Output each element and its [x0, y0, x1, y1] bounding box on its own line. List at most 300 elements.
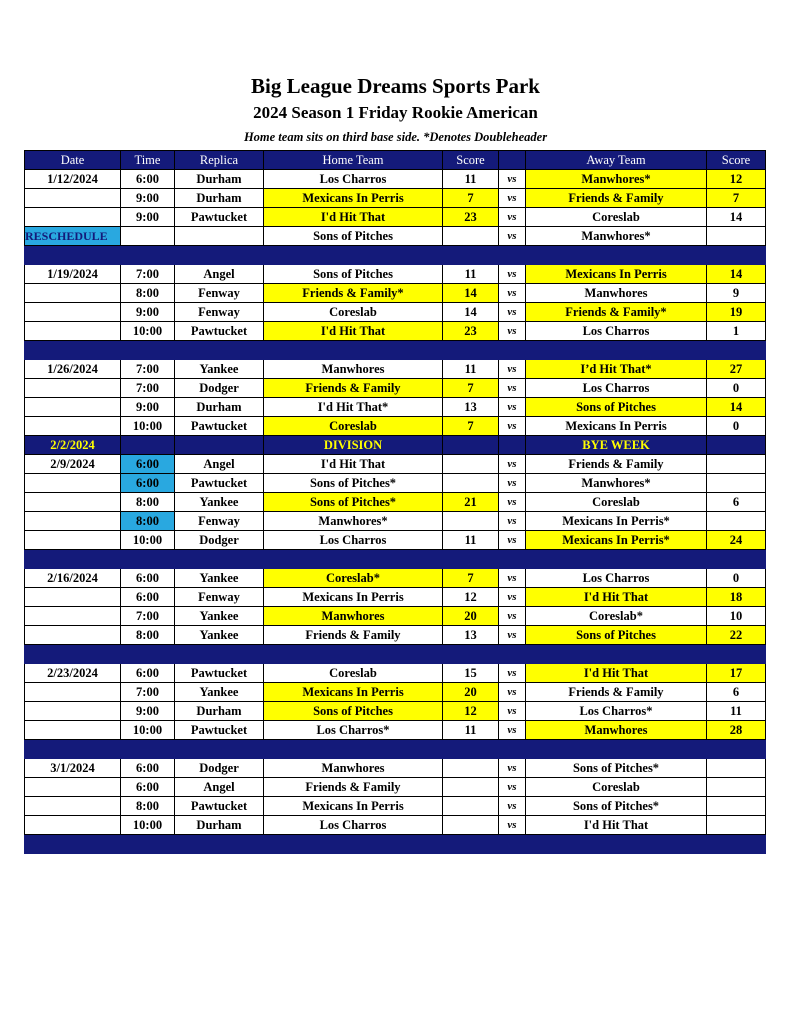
away-score-cell	[707, 512, 766, 531]
home-score-cell: 14	[443, 284, 499, 303]
game-row	[25, 265, 766, 284]
separator-cell	[264, 550, 443, 569]
separator-cell	[443, 645, 499, 664]
date-cell	[25, 683, 121, 702]
game-row	[25, 379, 766, 398]
separator-cell	[707, 645, 766, 664]
vs-cell: vs	[499, 626, 526, 645]
separator-cell	[707, 341, 766, 360]
vs-cell: vs	[499, 417, 526, 436]
replica-cell: Yankee	[175, 493, 264, 512]
away-team-cell: Manwhores*	[526, 227, 707, 246]
separator-cell	[526, 341, 707, 360]
col-header-date: Date	[25, 151, 121, 170]
game-row	[25, 227, 766, 246]
home-score-cell: 13	[443, 626, 499, 645]
vs-cell: vs	[499, 360, 526, 379]
separator-cell	[443, 550, 499, 569]
separator-cell	[499, 835, 526, 854]
date-cell	[25, 379, 121, 398]
week-separator	[25, 246, 766, 265]
away-team-cell: Sons of Pitches	[526, 626, 707, 645]
away-score-cell: 18	[707, 588, 766, 607]
game-row	[25, 474, 766, 493]
vs-cell: vs	[499, 797, 526, 816]
separator-cell	[121, 645, 175, 664]
time-cell	[121, 227, 175, 246]
game-row	[25, 284, 766, 303]
replica-cell: Pawtucket	[175, 417, 264, 436]
separator-cell	[25, 740, 121, 759]
separator-cell	[121, 740, 175, 759]
game-row	[25, 759, 766, 778]
home-score-cell	[443, 797, 499, 816]
replica-cell: Pawtucket	[175, 664, 264, 683]
separator-cell	[121, 835, 175, 854]
home-score-cell: 13	[443, 398, 499, 417]
home-team-cell: I'd Hit That*	[264, 398, 443, 417]
replica-cell: Dodger	[175, 759, 264, 778]
replica-cell: Angel	[175, 455, 264, 474]
separator-cell	[121, 246, 175, 265]
home-team-cell: Mexicans In Perris	[264, 189, 443, 208]
away-team-cell: Sons of Pitches	[526, 398, 707, 417]
time-cell: 6:00	[121, 778, 175, 797]
separator-cell	[499, 246, 526, 265]
week-separator	[25, 550, 766, 569]
time-cell: 6:00	[121, 455, 175, 474]
col-header-away-team: Away Team	[526, 151, 707, 170]
away-team-cell: Manwhores	[526, 284, 707, 303]
away-score-cell: 14	[707, 208, 766, 227]
col-header-replica: Replica	[175, 151, 264, 170]
away-team-cell: Coreslab*	[526, 607, 707, 626]
away-team-cell: Los Charros	[526, 322, 707, 341]
away-score-cell: 7	[707, 189, 766, 208]
bye-week-row	[25, 436, 766, 455]
home-score-cell	[443, 759, 499, 778]
time-cell: 6:00	[121, 664, 175, 683]
time-cell: 8:00	[121, 284, 175, 303]
home-team-cell: Friends & Family	[264, 778, 443, 797]
game-row	[25, 455, 766, 474]
vs-cell: vs	[499, 303, 526, 322]
away-score-cell: 24	[707, 531, 766, 550]
replica-cell: Yankee	[175, 626, 264, 645]
home-team-cell: Sons of Pitches	[264, 227, 443, 246]
vs-cell: vs	[499, 265, 526, 284]
away-team-cell: Friends & Family	[526, 189, 707, 208]
date-cell	[25, 626, 121, 645]
home-score-cell: 11	[443, 170, 499, 189]
date-cell	[25, 417, 121, 436]
time-cell	[121, 436, 175, 455]
game-row	[25, 797, 766, 816]
date-cell	[25, 797, 121, 816]
date-cell: RESCHEDULE	[25, 227, 121, 246]
vs-cell: vs	[499, 227, 526, 246]
replica-cell: Fenway	[175, 512, 264, 531]
game-row	[25, 170, 766, 189]
separator-cell	[175, 835, 264, 854]
date-cell	[25, 702, 121, 721]
away-team-cell: Coreslab	[526, 778, 707, 797]
game-row	[25, 607, 766, 626]
vs-cell: vs	[499, 759, 526, 778]
away-team-cell: Manwhores*	[526, 474, 707, 493]
replica-cell: Durham	[175, 816, 264, 835]
col-header-vs	[499, 151, 526, 170]
time-cell: 9:00	[121, 702, 175, 721]
away-score-cell	[707, 474, 766, 493]
home-team-cell: Manwhores	[264, 607, 443, 626]
date-cell	[25, 607, 121, 626]
away-score-cell: 9	[707, 284, 766, 303]
date-cell	[25, 531, 121, 550]
time-cell: 8:00	[121, 493, 175, 512]
vs-cell: vs	[499, 664, 526, 683]
separator-cell	[25, 550, 121, 569]
game-row	[25, 778, 766, 797]
time-cell: 10:00	[121, 322, 175, 341]
week-separator	[25, 835, 766, 854]
game-row	[25, 683, 766, 702]
away-score-cell	[707, 816, 766, 835]
date-cell: 3/1/2024	[25, 759, 121, 778]
vs-cell: vs	[499, 379, 526, 398]
date-cell	[25, 493, 121, 512]
separator-cell	[25, 835, 121, 854]
separator-cell	[526, 550, 707, 569]
vs-cell: vs	[499, 398, 526, 417]
date-cell	[25, 208, 121, 227]
away-team-cell: Los Charros	[526, 379, 707, 398]
replica-cell: Pawtucket	[175, 208, 264, 227]
separator-cell	[499, 550, 526, 569]
date-cell: 1/19/2024	[25, 265, 121, 284]
vs-cell: vs	[499, 493, 526, 512]
separator-cell	[526, 740, 707, 759]
home-score-cell	[443, 778, 499, 797]
home-score-cell: 12	[443, 588, 499, 607]
time-cell: 7:00	[121, 379, 175, 398]
home-score-cell: 21	[443, 493, 499, 512]
game-row	[25, 322, 766, 341]
date-cell	[25, 816, 121, 835]
home-team-cell: Los Charros	[264, 170, 443, 189]
home-team-cell: Coreslab*	[264, 569, 443, 588]
replica-cell: Yankee	[175, 360, 264, 379]
separator-cell	[443, 341, 499, 360]
away-team-cell: Coreslab	[526, 493, 707, 512]
vs-cell: vs	[499, 322, 526, 341]
home-score-cell	[443, 227, 499, 246]
away-team-cell: Mexicans In Perris	[526, 417, 707, 436]
home-team-cell: Sons of Pitches*	[264, 474, 443, 493]
away-team-cell: I’d Hit That*	[526, 360, 707, 379]
separator-cell	[707, 246, 766, 265]
home-team-cell: Coreslab	[264, 303, 443, 322]
home-score-cell: 14	[443, 303, 499, 322]
vs-cell: vs	[499, 455, 526, 474]
date-cell: 2/9/2024	[25, 455, 121, 474]
game-row	[25, 626, 766, 645]
separator-cell	[443, 246, 499, 265]
away-team-cell: Los Charros	[526, 569, 707, 588]
page-subtitle: 2024 Season 1 Friday Rookie American	[253, 103, 538, 122]
vs-cell	[499, 436, 526, 455]
date-cell	[25, 322, 121, 341]
replica-cell: Fenway	[175, 303, 264, 322]
separator-cell	[25, 645, 121, 664]
away-team-cell: Friends & Family*	[526, 303, 707, 322]
vs-cell: vs	[499, 721, 526, 740]
time-cell: 8:00	[121, 512, 175, 531]
time-cell: 9:00	[121, 208, 175, 227]
home-score-cell	[443, 512, 499, 531]
game-row	[25, 512, 766, 531]
away-score-cell: 0	[707, 569, 766, 588]
separator-cell	[707, 740, 766, 759]
time-cell: 7:00	[121, 607, 175, 626]
separator-cell	[264, 645, 443, 664]
separator-cell	[264, 341, 443, 360]
schedule-table	[24, 150, 766, 854]
replica-cell: Durham	[175, 398, 264, 417]
game-row	[25, 816, 766, 835]
date-cell: 1/12/2024	[25, 170, 121, 189]
home-team-cell: Friends & Family	[264, 626, 443, 645]
home-score-cell	[443, 474, 499, 493]
away-score-cell: 0	[707, 417, 766, 436]
separator-cell	[499, 341, 526, 360]
home-team-cell: Mexicans In Perris	[264, 588, 443, 607]
away-score-cell: 17	[707, 664, 766, 683]
home-team-cell: Mexicans In Perris	[264, 683, 443, 702]
separator-cell	[264, 835, 443, 854]
away-team-cell: Manwhores	[526, 721, 707, 740]
vs-cell: vs	[499, 474, 526, 493]
replica-cell: Durham	[175, 170, 264, 189]
date-cell	[25, 303, 121, 322]
away-score-cell: 14	[707, 265, 766, 284]
separator-cell	[499, 645, 526, 664]
away-score-cell: 12	[707, 170, 766, 189]
time-cell: 7:00	[121, 683, 175, 702]
home-team-cell: Sons of Pitches*	[264, 493, 443, 512]
replica-cell: Yankee	[175, 607, 264, 626]
separator-cell	[25, 246, 121, 265]
home-score-cell	[443, 436, 499, 455]
away-score-cell: 0	[707, 379, 766, 398]
away-team-cell: Sons of Pitches*	[526, 759, 707, 778]
replica-cell: Yankee	[175, 569, 264, 588]
separator-cell	[264, 740, 443, 759]
home-team-cell: Friends & Family*	[264, 284, 443, 303]
time-cell: 8:00	[121, 626, 175, 645]
home-score-cell: 7	[443, 379, 499, 398]
away-score-cell: 27	[707, 360, 766, 379]
separator-cell	[175, 645, 264, 664]
away-team-cell: I'd Hit That	[526, 816, 707, 835]
away-score-cell	[707, 227, 766, 246]
separator-cell	[175, 550, 264, 569]
away-team-cell: Friends & Family	[526, 455, 707, 474]
date-cell	[25, 588, 121, 607]
date-cell	[25, 512, 121, 531]
separator-cell	[499, 740, 526, 759]
game-row	[25, 569, 766, 588]
game-row	[25, 702, 766, 721]
replica-cell	[175, 227, 264, 246]
date-cell: 2/16/2024	[25, 569, 121, 588]
game-row	[25, 360, 766, 379]
schedule-body	[25, 151, 766, 854]
date-cell	[25, 474, 121, 493]
replica-cell	[175, 436, 264, 455]
col-header-away-score: Score	[707, 151, 766, 170]
separator-cell	[526, 246, 707, 265]
away-team-cell: Coreslab	[526, 208, 707, 227]
home-team-cell: Los Charros*	[264, 721, 443, 740]
away-score-cell	[707, 455, 766, 474]
away-score-cell	[707, 759, 766, 778]
vs-cell: vs	[499, 170, 526, 189]
date-cell	[25, 284, 121, 303]
time-cell: 7:00	[121, 360, 175, 379]
home-team-cell: Manwhores*	[264, 512, 443, 531]
time-cell: 6:00	[121, 170, 175, 189]
replica-cell: Angel	[175, 265, 264, 284]
vs-cell: vs	[499, 683, 526, 702]
time-cell: 9:00	[121, 189, 175, 208]
week-separator	[25, 740, 766, 759]
away-team-cell: Mexicans In Perris*	[526, 512, 707, 531]
vs-cell: vs	[499, 531, 526, 550]
replica-cell: Fenway	[175, 588, 264, 607]
home-team-cell: Mexicans In Perris	[264, 797, 443, 816]
separator-cell	[175, 341, 264, 360]
time-cell: 9:00	[121, 303, 175, 322]
home-team-cell: Sons of Pitches	[264, 265, 443, 284]
separator-cell	[264, 246, 443, 265]
doubleheader-note: Home team sits on third base side. *Denotes Doubleheader	[243, 130, 548, 144]
vs-cell: vs	[499, 189, 526, 208]
vs-cell: vs	[499, 778, 526, 797]
home-score-cell: 11	[443, 531, 499, 550]
date-cell	[25, 778, 121, 797]
away-team-cell: Mexicans In Perris	[526, 265, 707, 284]
separator-cell	[526, 835, 707, 854]
vs-cell: vs	[499, 607, 526, 626]
home-score-cell: 20	[443, 607, 499, 626]
home-score-cell: 23	[443, 208, 499, 227]
home-team-cell: I'd Hit That	[264, 455, 443, 474]
replica-cell: Fenway	[175, 284, 264, 303]
replica-cell: Pawtucket	[175, 721, 264, 740]
col-header-home-score: Score	[443, 151, 499, 170]
separator-cell	[25, 341, 121, 360]
home-team-cell: Coreslab	[264, 664, 443, 683]
home-score-cell: 20	[443, 683, 499, 702]
away-score-cell	[707, 778, 766, 797]
col-header-time: Time	[121, 151, 175, 170]
game-row	[25, 721, 766, 740]
replica-cell: Pawtucket	[175, 474, 264, 493]
division-label: DIVISION	[264, 436, 443, 455]
replica-cell: Dodger	[175, 379, 264, 398]
home-team-cell: Manwhores	[264, 360, 443, 379]
replica-cell: Pawtucket	[175, 322, 264, 341]
away-score-cell	[707, 436, 766, 455]
time-cell: 10:00	[121, 721, 175, 740]
separator-cell	[175, 740, 264, 759]
vs-cell: vs	[499, 702, 526, 721]
time-cell: 10:00	[121, 816, 175, 835]
replica-cell: Dodger	[175, 531, 264, 550]
away-score-cell: 1	[707, 322, 766, 341]
away-team-cell: Sons of Pitches*	[526, 797, 707, 816]
time-cell: 6:00	[121, 474, 175, 493]
home-score-cell	[443, 455, 499, 474]
home-team-cell: Coreslab	[264, 417, 443, 436]
home-team-cell: I'd Hit That	[264, 322, 443, 341]
away-score-cell: 14	[707, 398, 766, 417]
vs-cell: vs	[499, 284, 526, 303]
away-score-cell	[707, 797, 766, 816]
replica-cell: Durham	[175, 702, 264, 721]
away-score-cell: 6	[707, 493, 766, 512]
week-separator	[25, 645, 766, 664]
home-score-cell: 11	[443, 265, 499, 284]
time-cell: 6:00	[121, 759, 175, 778]
home-team-cell: Friends & Family	[264, 379, 443, 398]
date-cell: 2/23/2024	[25, 664, 121, 683]
separator-cell	[175, 246, 264, 265]
bye-week-label: BYE WEEK	[526, 436, 707, 455]
replica-cell: Durham	[175, 189, 264, 208]
date-cell	[25, 398, 121, 417]
away-team-cell: Mexicans In Perris*	[526, 531, 707, 550]
replica-cell: Angel	[175, 778, 264, 797]
separator-cell	[121, 550, 175, 569]
time-cell: 9:00	[121, 398, 175, 417]
game-row	[25, 493, 766, 512]
separator-cell	[121, 341, 175, 360]
replica-cell: Pawtucket	[175, 797, 264, 816]
game-row	[25, 303, 766, 322]
separator-cell	[526, 645, 707, 664]
time-cell: 10:00	[121, 417, 175, 436]
date-cell: 1/26/2024	[25, 360, 121, 379]
replica-cell: Yankee	[175, 683, 264, 702]
away-score-cell: 6	[707, 683, 766, 702]
home-score-cell	[443, 816, 499, 835]
separator-cell	[707, 550, 766, 569]
away-team-cell: I'd Hit That	[526, 588, 707, 607]
home-score-cell: 15	[443, 664, 499, 683]
vs-cell: vs	[499, 512, 526, 531]
away-score-cell: 11	[707, 702, 766, 721]
table-header-row	[25, 151, 766, 170]
away-team-cell: Friends & Family	[526, 683, 707, 702]
vs-cell: vs	[499, 816, 526, 835]
date-cell	[25, 721, 121, 740]
time-cell: 7:00	[121, 265, 175, 284]
away-score-cell: 19	[707, 303, 766, 322]
time-cell: 6:00	[121, 588, 175, 607]
col-header-home-team: Home Team	[264, 151, 443, 170]
